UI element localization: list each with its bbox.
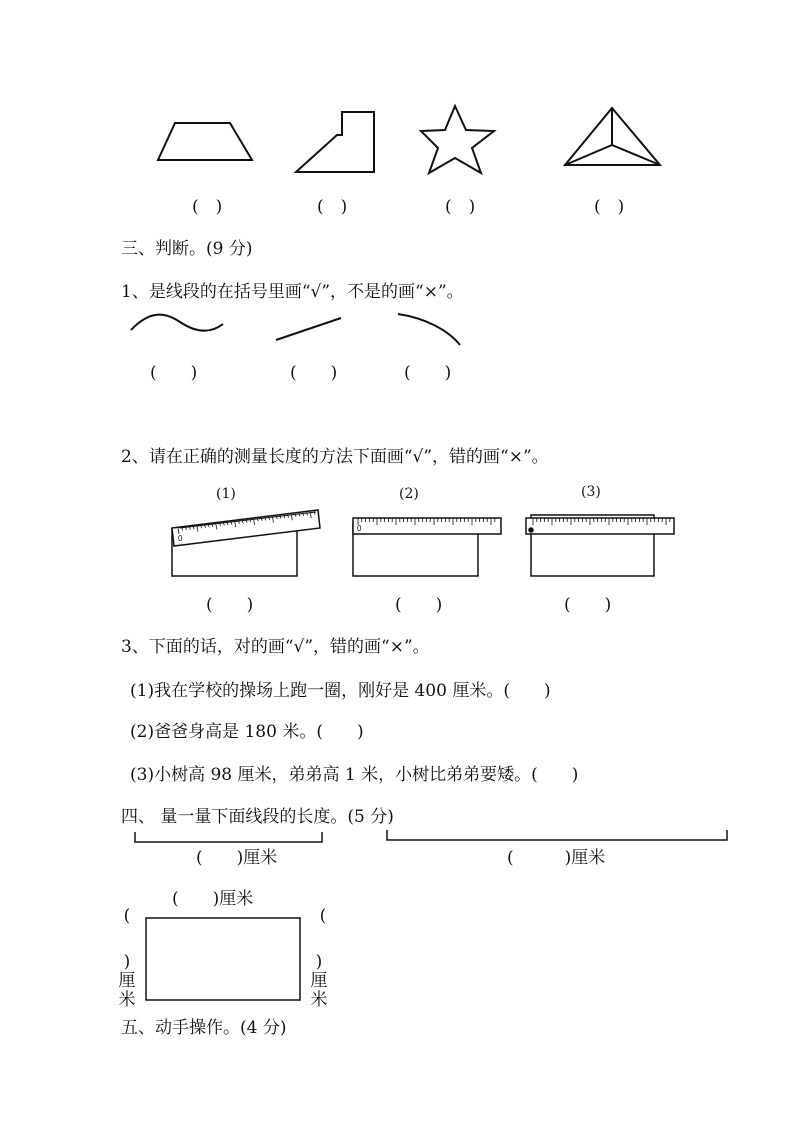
q1-answer-3[interactable]: ( ) — [404, 363, 452, 383]
ruler-tick — [178, 528, 179, 534]
ruler-tick — [288, 515, 289, 518]
rect-left-unit-1: 厘 — [118, 971, 136, 991]
section4-title: 四、 量一量下面线段的长度。(5 分) — [121, 807, 394, 827]
ruler-tick — [295, 514, 296, 517]
q2-label-3: (3) — [581, 484, 601, 500]
rect-right-unit-2: 米 — [310, 990, 328, 1010]
ruler-tick — [306, 512, 307, 515]
q2-label-2: (2) — [399, 486, 419, 502]
ruler-tick — [242, 520, 243, 523]
ruler-tick — [197, 526, 198, 532]
q2-label-1: (1) — [216, 486, 236, 502]
shape-answer-2[interactable]: ( ) — [317, 197, 348, 217]
ruler-tick — [280, 516, 281, 519]
ruler-tick — [314, 512, 315, 515]
shape-answer-1[interactable]: ( ) — [192, 197, 223, 217]
rect-right-answer-open[interactable]: ( — [319, 906, 327, 926]
ruler-tick — [250, 519, 251, 522]
ruler-tick — [189, 527, 190, 530]
shape-answer-3[interactable]: ( ) — [445, 197, 476, 217]
ruler-tick — [193, 526, 194, 529]
ruler-tick — [212, 524, 213, 527]
q3-item-1: (1)我在学校的操场上跑一圈，刚好是 400 厘米。( ) — [130, 681, 551, 701]
section3-title: 三、判断。(9 分) — [121, 239, 253, 259]
ruler-tick — [276, 516, 277, 519]
ruler-tick — [299, 513, 300, 516]
ruler-tick — [227, 522, 228, 525]
ruler-tick — [272, 517, 273, 523]
rect-left-unit-2: 米 — [118, 990, 136, 1010]
rect-right-answer-close[interactable]: ) — [315, 952, 323, 972]
ruler-tick — [235, 521, 236, 527]
rect-top-answer[interactable]: ( )厘米 — [172, 889, 254, 909]
svg-text:0: 0 — [357, 524, 362, 533]
q2-text: 2、请在正确的测量长度的方法下面画“√”，错的画“×”。 — [121, 447, 549, 467]
shape-answer-4[interactable]: ( ) — [594, 197, 625, 217]
ruler-tick — [182, 528, 183, 531]
ruler-tick — [231, 522, 232, 525]
rect-left-answer-open[interactable]: ( — [123, 906, 131, 926]
q2-answer-1[interactable]: ( ) — [206, 595, 254, 615]
q3-text: 3、下面的话，对的画“√”，错的画“×”。 — [121, 637, 430, 657]
ruler-tick — [265, 517, 266, 520]
segment-2-answer[interactable]: ( )厘米 — [507, 848, 606, 868]
ruler-tick — [269, 517, 270, 520]
ruler-tick — [261, 518, 262, 521]
q1-answer-1[interactable]: ( ) — [150, 363, 198, 383]
ruler-tick — [310, 512, 311, 518]
segment-1-answer[interactable]: ( )厘米 — [196, 848, 278, 868]
q3-item-3: (3)小树高 98 厘米，弟弟高 1 米，小树比弟弟要矮。( ) — [130, 765, 579, 785]
ruler-tick — [246, 520, 247, 523]
rect-left-answer-close[interactable]: ) — [123, 952, 131, 972]
ruler-tick — [201, 525, 202, 528]
q1-answer-2[interactable]: ( ) — [290, 363, 338, 383]
ruler-tick — [186, 527, 187, 530]
ruler-tick — [238, 521, 239, 524]
svg-text:0: 0 — [178, 534, 183, 543]
q2-answer-2[interactable]: ( ) — [395, 595, 443, 615]
ruler-tick — [223, 523, 224, 526]
ruler-tick — [291, 514, 292, 520]
q2-answer-3[interactable]: ( ) — [564, 595, 612, 615]
ruler-tick — [216, 523, 217, 529]
ruler-tick — [257, 518, 258, 521]
q3-item-2: (2)爸爸身高是 180 米。( ) — [130, 722, 364, 742]
ruler-tick — [284, 515, 285, 518]
rect-right-unit-1: 厘 — [310, 971, 328, 991]
section5-title: 五、动手操作。(4 分) — [121, 1018, 287, 1038]
q1-text: 1、是线段的在括号里画“√”，不是的画“×”。 — [121, 282, 464, 302]
ruler-tick — [254, 519, 255, 525]
ruler-tick — [303, 513, 304, 516]
ruler-tick — [220, 523, 221, 526]
ruler-tick — [204, 525, 205, 528]
ruler-tick — [208, 524, 209, 527]
